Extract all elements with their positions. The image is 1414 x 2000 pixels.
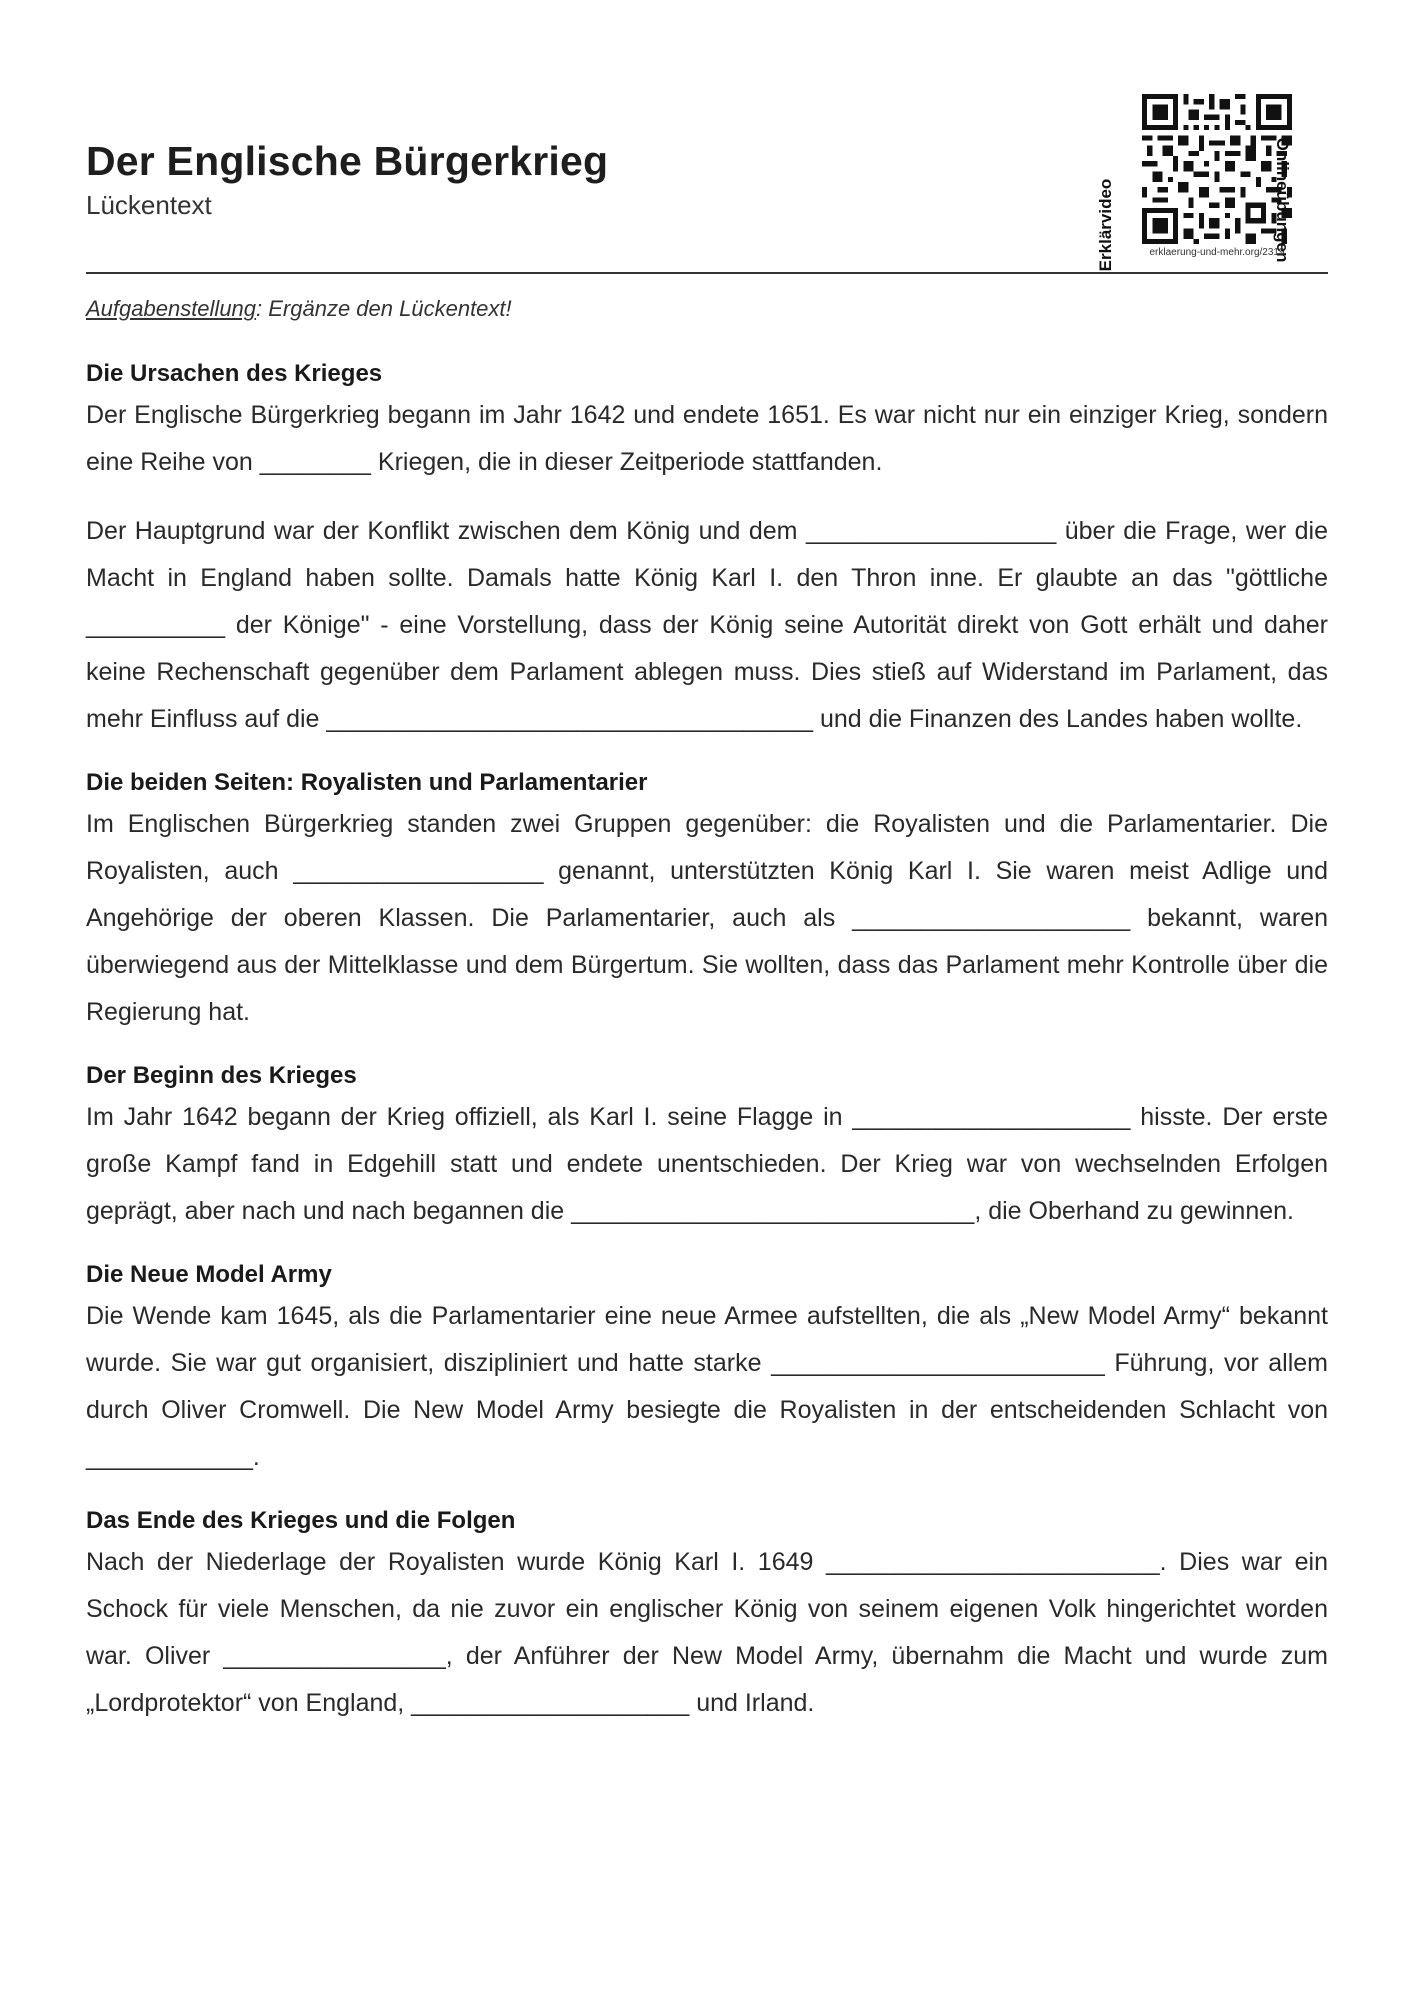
section-heading: Die Neue Model Army [86,1261,332,1288]
worksheet-content [86,356,1328,1749]
section-model-army [86,1257,1328,1481]
section-beginn [86,1058,1328,1235]
section-heading: Der Beginn des Krieges [86,1062,357,1089]
qr-url[interactable]: erklaerung-und-mehr.org/2319 [1149,247,1285,258]
paragraph: Der Englische Bürgerkrieg begann im Jahr 1642 und endete 1651. Es war nicht nur ein einziger Krieg, sondern eine Reihe von ________ Kriegen, die in dieser Zeitperiode stattfanden. [86,401,1328,476]
section-seiten [86,765,1328,1036]
qr-right-label: Onlineübungen [1273,137,1292,263]
task-label: Aufgabenstellung [86,296,257,321]
section-ursachen [86,356,1328,743]
section-ende [86,1503,1328,1727]
qr-left-label: Erklärvideo [1096,178,1115,272]
qr-code-icon[interactable] [1142,94,1292,244]
qr-block [1090,90,1330,270]
section-heading: Das Ende des Krieges und die Folgen [86,1507,516,1534]
task-instruction [86,296,512,322]
task-text: : Ergänze den Lückentext! [256,296,512,321]
paragraph: Die Wende kam 1645, als die Parlamentarier eine neue Armee aufstellten, die als „New Model Army“ bekannt wurde. Sie war gut organisiert, diszipliniert und hatte starke ________________________ Führung, vor allem durch Oliver Cromwell. Die New Model Army besiegte die Royalisten in der entscheidenden Schlacht von ____________. [86,1302,1328,1471]
paragraph: Im Jahr 1642 begann der Krieg offiziell, als Karl I. seine Flagge in ____________________ hisste. Der erste große Kampf fand in Edgehill statt und endete unentschieden. Der Krieg war von wechselnden Erfolgen geprägt, aber nach und nach begannen die _____________________________, die Oberhand zu gewinnen. [86,1103,1328,1225]
page-subtitle: Lückentext [86,190,212,220]
section-heading: Die beiden Seiten: Royalisten und Parlamentarier [86,769,648,796]
paragraph: Im Englischen Bürgerkrieg standen zwei Gruppen gegenüber: die Royalisten und die Parlamentarier. Die Royalisten, auch __________________ genannt, unterstützten König Karl I. Sie waren meist Adlige und Angehörige der oberen Klassen. Die Parlamentarier, auch als ____________________ bekannt, waren überwiegend aus der Mittelklasse und dem Bürgertum. Sie wollten, dass das Parlament mehr Kontrolle über die Regierung hat. [86,810,1328,1026]
header-divider [86,272,1328,274]
page-title: Der Englische Bürgerkrieg [86,138,609,184]
paragraph: Der Hauptgrund war der Konflikt zwischen dem König und dem __________________ über die Frage, wer die Macht in England haben sollte. Damals hatte König Karl I. den Thron inne. Er glaubte an das "göttliche __________ der Könige" - eine Vorstellung, dass der König seine Autorität direkt von Gott erhält und daher keine Rechenschaft gegenüber dem Parlament ablegen muss. Dies stieß auf Widerstand im Parlament, das mehr Einfluss auf die ___________________________________ und die Finanzen des Landes haben wollte. [86,517,1328,733]
section-heading: Die Ursachen des Krieges [86,360,383,387]
paragraph: Nach der Niederlage der Royalisten wurde König Karl I. 1649 ________________________. Dies war ein Schock für viele Menschen, da nie zuvor ein englischer König von seinem eigenen Volk hingerichtet worden war. Oliver ________________, der Anführer der New Model Army, übernahm die Macht und wurde zum „Lordprotektor“ von England, ____________________ und Irland. [86,1548,1328,1717]
